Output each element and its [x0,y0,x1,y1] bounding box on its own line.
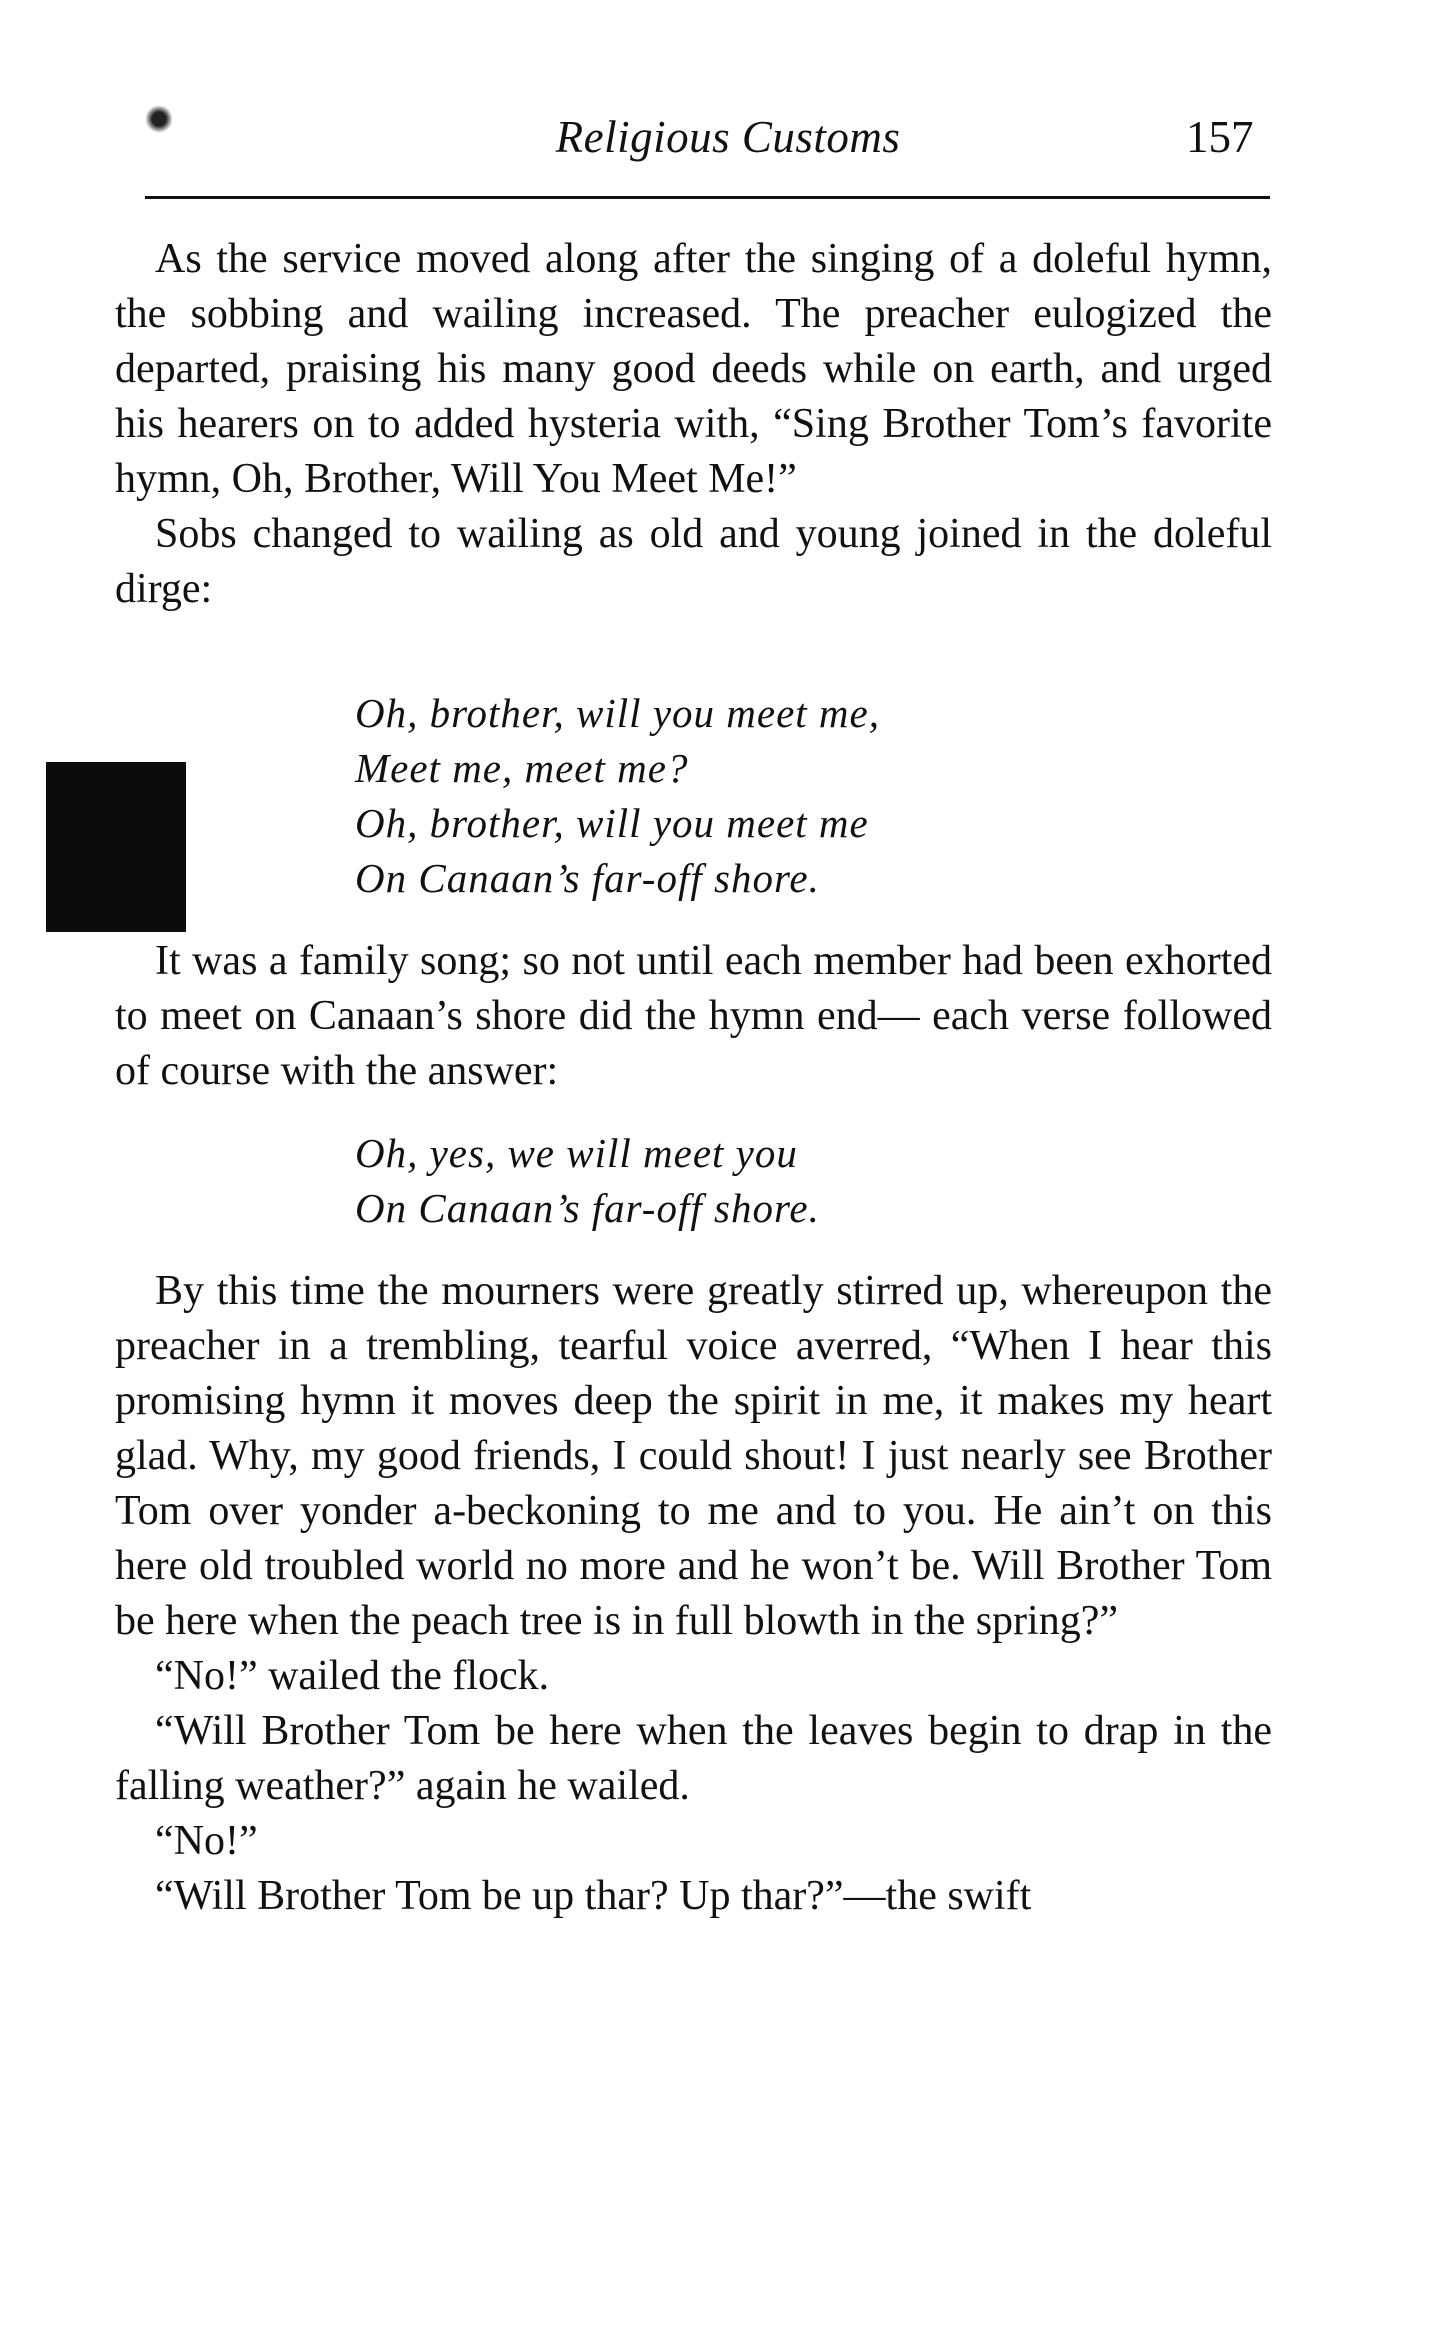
answer-stanza [355,1126,820,1236]
paragraph: “No!” [155,1818,258,1864]
paragraph: “Will Brother Tom be here when the leaves begin to drap in the falling weather?” again he wailed. [115,1708,1272,1809]
paragraph: Sobs changed to wailing as old and young joined in the doleful dirge: [115,511,1272,612]
header-rule [145,196,1270,199]
verse-line: Meet me, meet me? [355,745,689,791]
ink-blot [46,762,186,932]
page-number: 157 [1186,112,1254,162]
running-head-title: Religious Customs [555,112,901,162]
verse-line: Oh, brother, will you meet me [355,800,869,846]
paragraph: “Will Brother Tom be up thar? Up thar?”—the swift [155,1873,1032,1919]
verse-stanza [355,686,880,906]
paragraph: “No!” wailed the flock. [155,1653,550,1699]
verse-line: Oh, yes, we will meet you [355,1130,798,1176]
paragraph: As the service moved along after the singing of a doleful hymn, the sobbing and wailing increased. The preacher eulogized the departed, praising his many good deeds while on earth, and urged his hearers on to added hysteria with, “Sing Brother Tom’s favorite hymn, Oh, Brother, Will You Meet Me!” [115,236,1272,502]
verse-line: On Canaan’s far-off shore. [355,1185,820,1231]
paragraph: It was a family song; so not until each member had been exhorted to meet on Canaan’s shore did the hymn end— each verse followed of course with the answer: [115,938,1272,1094]
paragraph: By this time the mourners were greatly stirred up, whereupon the preacher in a trembling, tearful voice averred, “When I hear this promising hymn it moves deep the spirit in me, it makes my heart glad. Why, my good friends, I could shout! I just nearly see Brother Tom over yonder a-beckoning to me and to you. He ain’t on this here old troubled world no more and he won’t be. Will Brother Tom be here when the peach tree is in full blowth in the spring?” [115,1268,1272,1644]
verse-line: Oh, brother, will you meet me, [355,690,880,736]
body-text-top [115,232,1272,617]
body-text-bottom [115,1264,1272,1924]
verse-line: On Canaan’s far-off shore. [355,855,820,901]
body-text-middle [115,934,1272,1099]
